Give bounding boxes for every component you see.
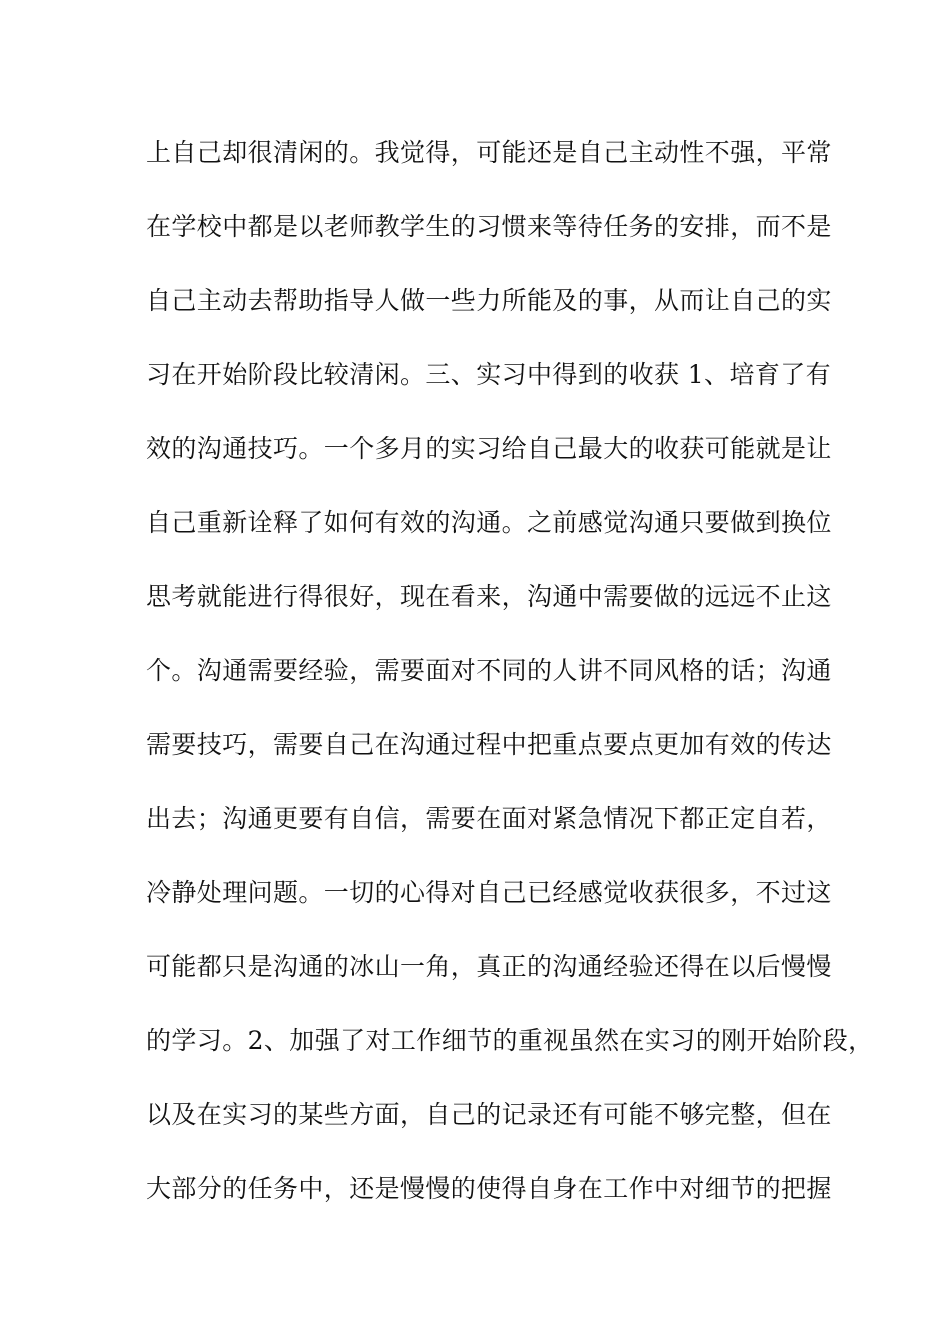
- text-line: 可能都只是沟通的冰山一角，真正的沟通经验还得在以后慢慢: [146, 952, 832, 981]
- text-line: 上自己却很清闲的。我觉得，可能还是自己主动性不强，平常: [146, 138, 832, 167]
- body-text: [146, 134, 874, 1244]
- text-line: 习在开始阶段比较清闲。三、实习中得到的收获 1、培育了有: [146, 360, 832, 389]
- text-line: 效的沟通技巧。一个多月的实习给自己最大的收获可能就是让: [146, 434, 832, 463]
- text-line: 思考就能进行得很好，现在看来，沟通中需要做的远远不止这: [146, 582, 832, 611]
- text-line: 以及在实习的某些方面，自己的记录还有可能不够完整，但在: [146, 1100, 832, 1129]
- text-line: 自己重新诠释了如何有效的沟通。之前感觉沟通只要做到换位: [146, 508, 832, 537]
- text-line: 需要技巧，需要自己在沟通过程中把重点要点更加有效的传达: [146, 730, 832, 759]
- text-line: 大部分的任务中，还是慢慢的使得自身在工作中对细节的把握: [146, 1174, 832, 1203]
- text-line: 冷静处理问题。一切的心得对自己已经感觉收获很多，不过这: [146, 878, 832, 907]
- text-line: 自己主动去帮助指导人做一些力所能及的事，从而让自己的实: [146, 286, 832, 315]
- text-line: 在学校中都是以老师教学生的习惯来等待任务的安排，而不是: [146, 212, 832, 241]
- text-line: 出去；沟通更要有自信，需要在面对紧急情况下都正定自若，: [146, 804, 832, 833]
- text-line: 个。沟通需要经验，需要面对不同的人讲不同风格的话；沟通: [146, 656, 832, 685]
- text-line: 的学习。2、加强了对工作细节的重视虽然在实习的刚开始阶段，: [146, 1026, 874, 1055]
